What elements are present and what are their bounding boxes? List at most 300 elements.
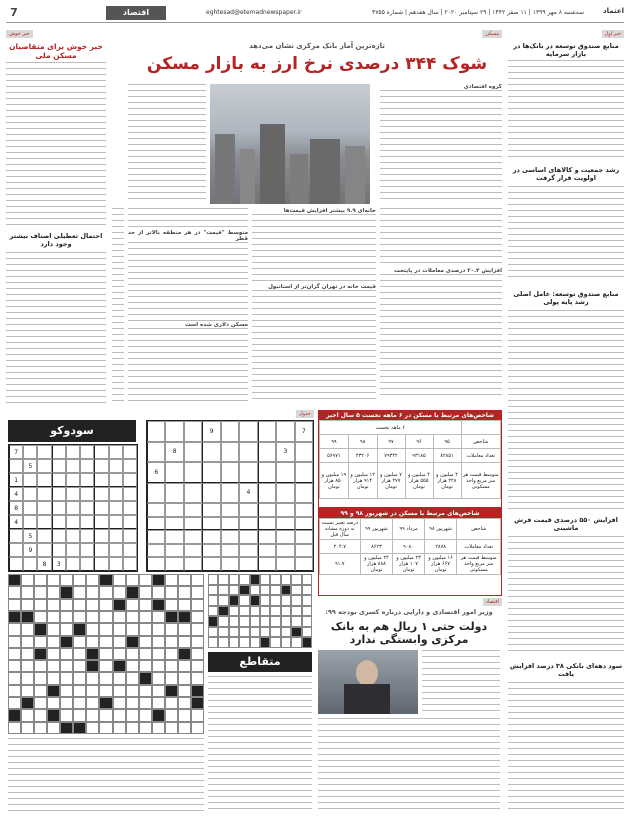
crossword-cell	[86, 599, 99, 611]
sudoku-cell	[165, 517, 183, 531]
sudoku-cell	[94, 459, 108, 473]
crossword-cell	[208, 574, 218, 585]
sudoku-cell	[37, 501, 51, 515]
crossword-cell	[165, 709, 178, 721]
table1-cell: ۱۹ میلیون و ۸۵۰ هزار تومان	[320, 463, 349, 499]
sudoku-cell	[109, 543, 123, 557]
sudoku-cell	[94, 473, 108, 487]
sudoku-cell	[295, 530, 313, 544]
main-sub1: گروه اقتصادی	[463, 84, 502, 90]
crossword-cell	[191, 722, 204, 734]
table1-cell: ۵۶۹۷۱	[320, 449, 349, 463]
table2-grid	[319, 518, 501, 575]
sudoku-cell	[221, 530, 239, 544]
crossword-cell	[152, 660, 165, 672]
crossword-cell	[126, 599, 139, 611]
sudoku-cell	[258, 483, 276, 504]
sudoku-cell	[239, 442, 257, 463]
crossword-cell	[34, 709, 47, 721]
crossword-cell	[47, 660, 60, 672]
crossword-cell	[260, 595, 270, 606]
sudoku-cell	[52, 501, 66, 515]
crossword-cell	[34, 611, 47, 623]
sudoku-cell	[66, 501, 80, 515]
sudoku-cell	[295, 544, 313, 558]
crossword-cell	[139, 697, 152, 709]
crossword-cell	[239, 585, 249, 596]
crossword-cell	[113, 611, 126, 623]
sudoku-cell: 4	[239, 483, 257, 504]
crossword-cell	[302, 585, 312, 596]
crossword-cell	[73, 660, 86, 672]
crossword-cell	[191, 586, 204, 598]
sudoku-cell	[221, 483, 239, 504]
sudoku-cell	[184, 503, 202, 517]
crossword-cell	[47, 599, 60, 611]
sudoku-cell	[9, 529, 23, 543]
crossword-cell	[21, 574, 34, 586]
sudoku-cell	[276, 503, 294, 517]
crossword-cell	[126, 697, 139, 709]
crossword-cell	[86, 611, 99, 623]
table2-cell: تعداد معاملات	[457, 540, 501, 554]
crossword-cell	[8, 697, 21, 709]
right-story3-title: منابع صندوق توسعه: عامل اصلی رشد پایه پولی	[513, 290, 619, 306]
crossword-cell	[302, 574, 312, 585]
crossword-cell	[34, 599, 47, 611]
crossword-cell	[21, 672, 34, 684]
crossword-cell	[208, 637, 218, 648]
right-story3-body	[508, 310, 624, 510]
sudoku-cell	[109, 557, 123, 571]
table1-title: شاخص‌های مرتبط با مسکن در ۶ ماهه نخست ۵ سال اخیر	[319, 411, 501, 420]
sudoku-cell	[94, 501, 108, 515]
table1-cell: ۴۳۲۰۶	[348, 449, 377, 463]
crossword-cell	[260, 574, 270, 585]
crossword-cell	[229, 616, 239, 627]
sudoku-cell	[184, 530, 202, 544]
crossword-cell	[281, 574, 291, 585]
sudoku-cell	[109, 529, 123, 543]
sudoku-cell	[80, 445, 94, 459]
sudoku-cell	[258, 544, 276, 558]
crossword-cell	[47, 697, 60, 709]
crossword-cell	[86, 648, 99, 660]
sudoku-cell	[295, 503, 313, 517]
crossword-cell	[139, 672, 152, 684]
crossword-cell	[60, 623, 73, 635]
sudoku-cell: 7	[9, 445, 23, 459]
crossword-cell	[281, 585, 291, 596]
crossword-cell	[99, 611, 112, 623]
crossword-cell	[21, 623, 34, 635]
sudoku-cell	[258, 503, 276, 517]
crossword-cell	[291, 637, 301, 648]
sudoku-cell: 9	[202, 421, 220, 442]
table1-year: ۹۶	[405, 435, 433, 449]
crossword-cell	[165, 623, 178, 635]
crossword-cell	[291, 627, 301, 638]
crossword-cell	[126, 660, 139, 672]
crossword-cell	[229, 574, 239, 585]
sudoku-cell	[147, 557, 165, 571]
crossword-cell	[152, 685, 165, 697]
sudoku-cell	[37, 543, 51, 557]
crossword-clues-right	[208, 676, 312, 812]
crossword-cell	[208, 616, 218, 627]
right-story2-body	[508, 186, 624, 282]
crossword-clues-left	[8, 738, 204, 812]
puzzle-tag: جدول	[296, 410, 314, 418]
crossword-cell	[99, 697, 112, 709]
crossword-cell	[86, 722, 99, 734]
sudoku-cell	[52, 445, 66, 459]
table1-subtitle: ۶ ماهه نخست	[320, 421, 462, 435]
sudoku-cell	[23, 473, 37, 487]
crossword-cell	[250, 637, 260, 648]
crossword-cell	[165, 574, 178, 586]
crossword-cell	[178, 672, 191, 684]
sudoku-cell	[165, 462, 183, 483]
sudoku-cell	[66, 445, 80, 459]
sudoku-cell	[94, 445, 108, 459]
lower-headline: دولت حتی ۱ ریال هم به بانک مرکزی وابستگی ندارد	[330, 620, 488, 646]
sudoku-cell	[202, 530, 220, 544]
sudoku-cell	[184, 483, 202, 504]
crossword-cell	[8, 574, 21, 586]
main-col1-lower	[380, 208, 502, 404]
table2-cell: متوسط قیمت هر متر مربع واحد مسکونی	[457, 554, 501, 575]
sudoku-cell	[239, 544, 257, 558]
crossword-cell	[8, 722, 21, 734]
main-col3	[128, 84, 206, 204]
crossword-cell	[21, 636, 34, 648]
crossword-cell	[73, 599, 86, 611]
crossword-cell	[113, 709, 126, 721]
crossword-cell	[8, 672, 21, 684]
sudoku-cell	[52, 529, 66, 543]
crossword-cell	[47, 672, 60, 684]
crossword-cell	[34, 672, 47, 684]
section-email: eghtesad@etemadnewspaper.ir	[206, 9, 302, 16]
sudoku-cell	[52, 515, 66, 529]
table1-grid	[319, 420, 501, 499]
lower-kicker: وزیر امور اقتصادی و دارایی درباره کسری بودجه ۹۹:	[325, 608, 493, 616]
crossword-cell	[8, 636, 21, 648]
main-sub6: متوسط "قیمت" در هر منطقه بالاتر از حد قطر	[128, 230, 248, 243]
sudoku-cell	[276, 421, 294, 442]
crossword-cell	[178, 636, 191, 648]
sudoku-cell	[221, 442, 239, 463]
sudoku-cell	[52, 543, 66, 557]
crossword-cell	[165, 636, 178, 648]
sudoku-cell	[258, 530, 276, 544]
sudoku-cell	[202, 557, 220, 571]
sudoku-cell	[9, 459, 23, 473]
sudoku-cell	[80, 459, 94, 473]
crossword-cell	[113, 636, 126, 648]
crossword-cell	[281, 606, 291, 617]
crossword-cell	[191, 636, 204, 648]
sudoku-cell	[165, 503, 183, 517]
crossword-cell	[270, 585, 280, 596]
crossword-cell	[99, 574, 112, 586]
crossword-cell	[60, 599, 73, 611]
table1-cell: ۷ میلیون و ۲۷۷ هزار تومان	[377, 463, 405, 499]
sudoku-cell	[202, 462, 220, 483]
crossword-cell	[178, 611, 191, 623]
sudoku-cell	[202, 517, 220, 531]
crossword-cell	[260, 585, 270, 596]
newspaper-logo: اعتماد	[603, 7, 624, 15]
main-col1-text	[380, 90, 502, 202]
crossword-cell	[191, 709, 204, 721]
sudoku-cell	[202, 503, 220, 517]
sudoku-cell	[23, 445, 37, 459]
left-gutter-text	[112, 208, 124, 404]
crossword-cell	[218, 606, 228, 617]
main-col2-lower	[252, 208, 376, 404]
crossword-cell	[113, 660, 126, 672]
sudoku-cell: 5	[23, 529, 37, 543]
crossword-cell	[47, 586, 60, 598]
crossword-cell	[8, 685, 21, 697]
sudoku-cell	[123, 473, 137, 487]
crossword-cell	[8, 623, 21, 635]
crossword-cell	[126, 672, 139, 684]
sudoku-cell	[184, 544, 202, 558]
sudoku-cell	[37, 445, 51, 459]
crossword-cell	[86, 709, 99, 721]
section-label: اقتصاد	[106, 6, 166, 20]
crossword-cell	[152, 709, 165, 721]
sudoku-cell	[66, 459, 80, 473]
sudoku-cell	[109, 445, 123, 459]
sudoku-cell	[9, 543, 23, 557]
sudoku-cell: 4	[9, 515, 23, 529]
crossword-cell	[229, 606, 239, 617]
crossword-cell	[99, 648, 112, 660]
crossword-cell	[152, 722, 165, 734]
sudoku-grid-left	[8, 444, 138, 572]
sudoku-cell	[276, 517, 294, 531]
crossword-cell	[113, 685, 126, 697]
crossword-cell	[113, 697, 126, 709]
sudoku-cell	[295, 442, 313, 463]
table1-cell: ۱۲ میلیون و ۹۱۴ هزار تومان	[348, 463, 377, 499]
sudoku-cell	[109, 515, 123, 529]
crossword-cell	[178, 685, 191, 697]
crossword-cell	[139, 722, 152, 734]
crossword-cell	[113, 672, 126, 684]
sudoku-cell	[239, 462, 257, 483]
table1-year: ۹۵	[433, 435, 461, 449]
sudoku-cell: 5	[23, 459, 37, 473]
crossword-cell	[270, 574, 280, 585]
sudoku-cell	[23, 487, 37, 501]
crossword-cell	[218, 595, 228, 606]
sudoku-cell	[80, 501, 94, 515]
sudoku-cell	[80, 473, 94, 487]
crossword-cell	[113, 648, 126, 660]
crossword-cell	[86, 660, 99, 672]
crossword-cell	[208, 595, 218, 606]
sudoku-cell	[123, 445, 137, 459]
sudoku-cell	[52, 473, 66, 487]
crossword-cell	[34, 636, 47, 648]
sudoku-cell	[9, 557, 23, 571]
sudoku-cell	[94, 515, 108, 529]
sudoku-cell	[80, 529, 94, 543]
crossword-cell	[191, 623, 204, 635]
crossword-cell	[152, 586, 165, 598]
main-kicker: تازه‌ترین آمار بانک مرکزی نشان می‌دهد	[249, 42, 385, 50]
crossword-cell	[302, 627, 312, 638]
right-story5-title: سود دهه‌ای بانکی ۳۸ درصد افزایش یافت	[509, 662, 623, 678]
sudoku-cell: 7	[295, 421, 313, 442]
crossword-cell	[191, 672, 204, 684]
sudoku-cell	[37, 529, 51, 543]
table2-cell: ۲۳ میلیون و ۱۰۷ هزار تومان	[393, 554, 424, 575]
table1-row-label: متوسط قیمت هر متر مربع واحد مسکونی	[461, 463, 501, 499]
sudoku-cell	[258, 517, 276, 531]
sudoku-title: سودوکو	[8, 420, 136, 442]
table2-title: شاخص‌های مرتبط با مسکن در شهریور ۹۸ و ۹۹	[319, 509, 501, 518]
crossword-cell	[86, 623, 99, 635]
sudoku-cell	[94, 529, 108, 543]
crossword-cell	[86, 672, 99, 684]
table2-col: مرداد ۹۹	[393, 519, 424, 540]
table1-corner: شاخص	[461, 435, 501, 449]
crossword-cell	[208, 627, 218, 638]
crossword-cell	[99, 685, 112, 697]
table1-cell: ۸۲۸۵۱	[433, 449, 461, 463]
crossword-cell	[302, 637, 312, 648]
crossword-cell	[139, 599, 152, 611]
main-col3-lower	[128, 208, 248, 404]
crossword-cell	[152, 636, 165, 648]
table2-cell: ۹۱.۷	[320, 554, 361, 575]
crossword-cell	[86, 636, 99, 648]
crossword-cell	[208, 606, 218, 617]
crossword-cell	[191, 685, 204, 697]
crossword-cell	[34, 623, 47, 635]
crossword-cell	[152, 599, 165, 611]
crossword-cell	[126, 636, 139, 648]
crossword-cell	[86, 574, 99, 586]
crossword-cell	[47, 574, 60, 586]
sudoku-cell	[80, 557, 94, 571]
crossword-cell	[178, 599, 191, 611]
sudoku-cell: 1	[9, 473, 23, 487]
crossword-cell	[126, 611, 139, 623]
crossword-cell	[239, 616, 249, 627]
crossword-cell	[21, 722, 34, 734]
crossword-cell	[191, 697, 204, 709]
left-headline: خبر خوش برای متقاضیان مسکن ملی	[9, 42, 103, 60]
crossword-cell	[260, 606, 270, 617]
crossword-cell	[178, 623, 191, 635]
sudoku-cell	[109, 487, 123, 501]
sudoku-cell	[276, 462, 294, 483]
crossword-cell	[165, 599, 178, 611]
crossword-cell	[139, 636, 152, 648]
sudoku-cell	[239, 421, 257, 442]
crossword-cell	[239, 606, 249, 617]
crossword-cell	[139, 685, 152, 697]
crossword-cell	[218, 637, 228, 648]
crossword-cell	[73, 574, 86, 586]
sudoku-cell: 9	[23, 543, 37, 557]
sudoku-cell	[94, 487, 108, 501]
crossword-cell	[60, 574, 73, 586]
right-story1-title: منابع صندوق توسعه در بانک‌ها در بازار سرمایه	[513, 42, 619, 58]
crossword-cell	[21, 697, 34, 709]
crossword-cell	[99, 709, 112, 721]
crossword-cell	[21, 611, 34, 623]
crossword-cell	[73, 722, 86, 734]
crossword-cell	[99, 599, 112, 611]
lower-col-beside-photo	[422, 650, 500, 714]
sudoku-cell	[258, 442, 276, 463]
sudoku-cell	[165, 544, 183, 558]
crossword-cell	[8, 660, 21, 672]
table1-cell: ۴ میلیون و ۲۲۸ هزار تومان	[433, 463, 461, 499]
crossword-cell	[291, 595, 301, 606]
crossword-cell	[191, 660, 204, 672]
crossword-cell	[34, 660, 47, 672]
crossword-cell	[260, 637, 270, 648]
crossword-cell	[165, 672, 178, 684]
main-sub5: قیمت خانه در تهران گران‌تر از استانبول	[268, 284, 376, 291]
crossword-cell	[229, 595, 239, 606]
crossword-cell	[191, 611, 204, 623]
sudoku-cell	[123, 459, 137, 473]
crossword-cell	[281, 595, 291, 606]
sudoku-cell	[123, 529, 137, 543]
sudoku-cell	[239, 530, 257, 544]
sudoku-cell	[239, 557, 257, 571]
sudoku-cell	[37, 487, 51, 501]
sudoku-cell: 3	[276, 442, 294, 463]
crossword-cell	[250, 585, 260, 596]
sudoku-cell	[66, 515, 80, 529]
sudoku-cell	[147, 503, 165, 517]
crossword-cell	[139, 611, 152, 623]
crossword-cell	[21, 586, 34, 598]
sudoku-cell	[147, 517, 165, 531]
sudoku-cell	[202, 544, 220, 558]
crossword-cell	[8, 586, 21, 598]
crossword-cell	[218, 585, 228, 596]
crossword-cell	[165, 697, 178, 709]
crossword-cell	[291, 574, 301, 585]
crossword-cell	[152, 672, 165, 684]
crossword-cell	[152, 574, 165, 586]
masthead-bar	[6, 6, 624, 20]
sudoku-cell	[239, 503, 257, 517]
crossword-cell	[47, 611, 60, 623]
crossword-cell	[126, 586, 139, 598]
sudoku-cell	[165, 530, 183, 544]
sudoku-cell: 3	[52, 557, 66, 571]
crossword-cell	[152, 611, 165, 623]
sudoku-cell	[123, 543, 137, 557]
crossword-cell	[21, 685, 34, 697]
crossword-cell	[113, 574, 126, 586]
crossword-cell	[291, 606, 301, 617]
crossword-cell	[152, 648, 165, 660]
